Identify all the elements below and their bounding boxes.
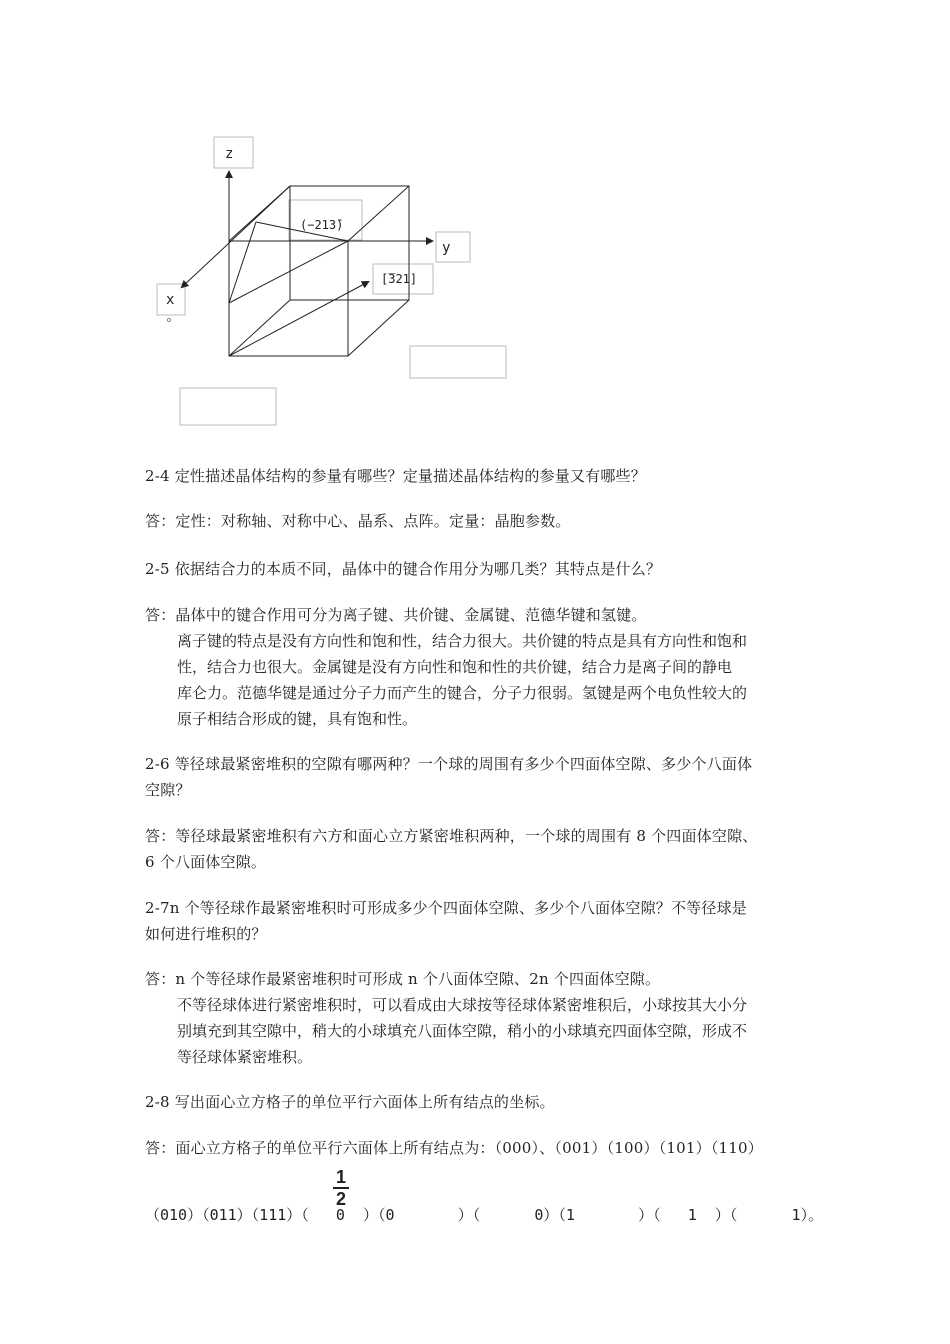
z-axis-label: z [225, 146, 234, 162]
crystal-figure [0, 0, 950, 440]
answer-2-6-line2: 6 个八面体空隙。 [145, 853, 267, 871]
plane-label: (−213̄) [300, 218, 344, 232]
answer-2-5-line4: 库仑力。范德华键是通过分子力而产生的键合，分子力很弱。氢键是两个电负性较大的 [177, 684, 748, 702]
question-2-5: 2-5 依据结合力的本质不同，晶体中的键合作用分为哪几类？其特点是什么？ [145, 560, 662, 578]
question-2-8: 2-8 写出面心立方格子的单位平行六面体上所有结点的坐标。 [145, 1093, 555, 1111]
x-axis [182, 186, 290, 287]
question-2-6-line1: 2-6 等径球最紧密堆积的空隙有哪两种？一个球的周围有多少个四面体空隙、多少个八面体 [145, 755, 753, 773]
cube-diagram [0, 0, 950, 440]
fraction-numerator: 1 [335, 1167, 346, 1187]
direction-label: [̅321] [381, 272, 418, 286]
answer-2-7-line4: 等径球体紧密堆积。 [177, 1048, 313, 1066]
answer-2-6-line1: 答：等径球最紧密堆积有六方和面心立方紧密堆积两种，一个球的周围有 8 个四面体空隙、 [145, 827, 758, 845]
coordinate-list: （010）（011）（111）（ 0 ）（0 ）（ 0）（1 ）（ 1 ）（ 1）。 [145, 1206, 824, 1224]
answer-2-5-line2: 离子键的特点是没有方向性和饱和性，结合力很大。共价键的特点是具有方向性和饱和 [177, 632, 748, 650]
answer-2-5-line5: 原子相结合形成的键，具有饱和性。 [177, 710, 418, 728]
question-2-7-line1: 2-7n 个等径球作最紧密堆积时可形成多少个四面体空隙、多少个八面体空隙？不等径球是 [145, 899, 747, 917]
direction-vector [229, 282, 368, 356]
y-axis-label: y [442, 240, 451, 256]
answer-2-7-line2: 不等径球体进行紧密堆积时，可以看成由大球按等径球体紧密堆积后，小球按其大小分 [177, 996, 748, 1014]
x-axis-label: x [166, 292, 175, 308]
answer-2-4: 答：定性：对称轴、对称中心、晶系、点阵。定量：晶胞参数。 [145, 512, 571, 530]
question-2-7-line2: 如何进行堆积的？ [145, 925, 267, 943]
question-2-6-line2: 空隙？ [145, 781, 191, 799]
fraction-denominator: 2 [335, 1189, 346, 1209]
question-2-4: 2-4 定性描述晶体结构的参量有哪些？定量描述晶体结构的参量又有哪些？ [145, 467, 646, 485]
empty-box-right [410, 346, 506, 378]
fraction-one-half [333, 1168, 349, 1208]
answer-2-5-line1: 答：晶体中的键合作用可分为离子键、共价键、金属键、范德华键和氢键。 [145, 606, 647, 624]
answer-2-7-line1: 答：n 个等径球作最紧密堆积时可形成 n 个八面体空隙、2n 个四面体空隙。 [145, 970, 661, 988]
answer-2-5-line3: 性，结合力也很大。金属键是没有方向性和饱和性的共价键，结合力是离子间的静电 [177, 658, 733, 676]
z-label-box [214, 137, 253, 168]
answer-2-7-line3: 别填充到其空隙中，稍大的小球填充八面体空隙，稍小的小球填充四面体空隙，形成不 [177, 1022, 748, 1040]
answer-2-8: 答：面心立方格子的单位平行六面体上所有结点为：（000）、（001）（100）（101）（110） [145, 1139, 763, 1157]
empty-box-bottom [180, 388, 276, 425]
